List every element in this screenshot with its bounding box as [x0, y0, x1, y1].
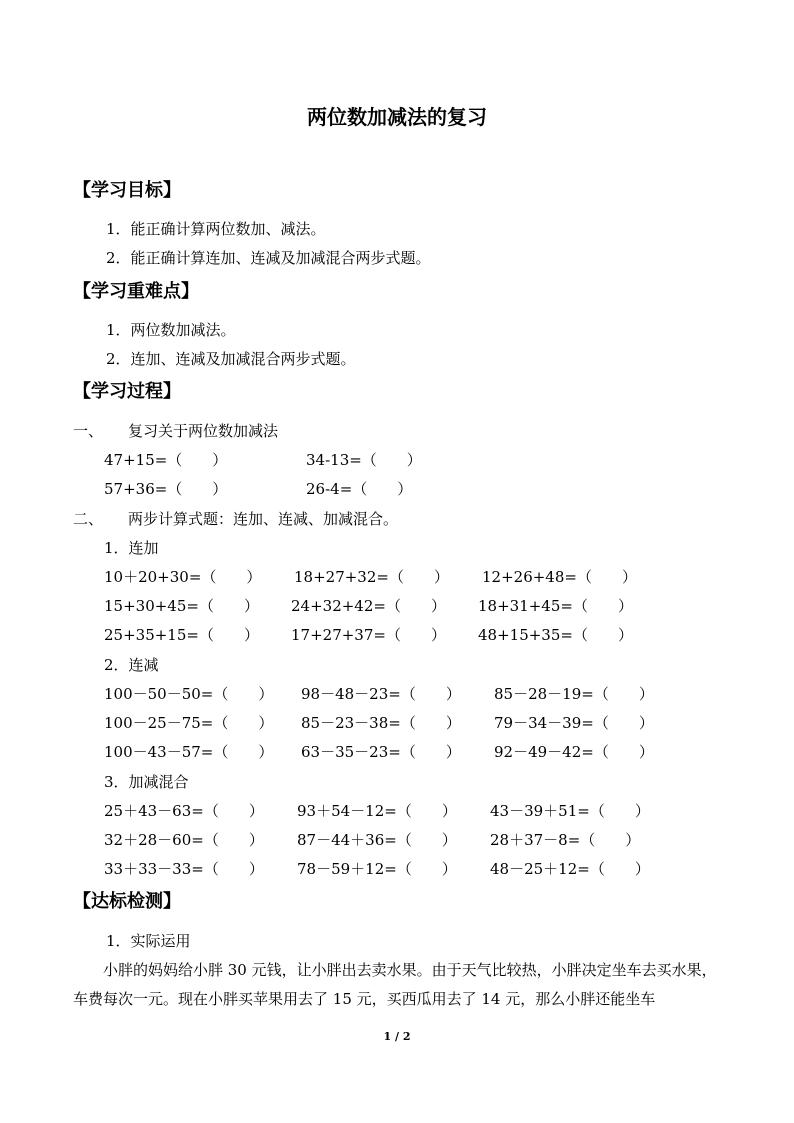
- goal-item: 1．能正确计算两位数加、减法。: [106, 220, 326, 238]
- exercise: 100－43－57=（ ）: [104, 743, 274, 761]
- part-title: 两步计算式题：连加、连减、加减混合。: [128, 510, 399, 528]
- page-number: 1 / 2: [383, 1030, 411, 1043]
- exercise: 85－23－38=（ ）: [301, 714, 461, 732]
- exercise: 48－25＋12=（ ）: [490, 860, 650, 878]
- exercise: 34-13=（ ）: [306, 451, 422, 469]
- section-heading-test: 【达标检测】: [73, 891, 181, 912]
- exercise: 26-4=（ ）: [306, 480, 413, 498]
- exercise: 93＋54－12=（ ）: [297, 802, 457, 820]
- subsection-label: 3．加减混合: [104, 773, 189, 791]
- section-heading-process: 【学习过程】: [73, 381, 181, 402]
- exercise: 98－48－23=（ ）: [301, 685, 461, 703]
- exercise: 79－34－39=（ ）: [494, 714, 654, 732]
- goal-item: 2．能正确计算连加、连减及加减混合两步式题。: [106, 249, 431, 267]
- subsection-label: 2．连减: [104, 656, 159, 674]
- exercise: 17+27+37=（ ）: [291, 626, 446, 644]
- part-number: 一、: [73, 422, 104, 440]
- exercise: 33＋33－33=（ ）: [104, 860, 264, 878]
- keypoint-item: 2．连加、连减及加减混合两步式题。: [106, 350, 356, 368]
- word-problem-paragraph: 小胖的妈妈给小胖 30 元钱，让小胖出去卖水果。由于天气比较热，小胖决定坐车去买水果，车费每次一元。现在小胖买苹果用去了 15 元，买西瓜用去了 14 元，那么小胖还能坐车: [73, 961, 717, 1008]
- exercise: 63－35－23=（ ）: [301, 743, 461, 761]
- exercise: 25+35+15=（ ）: [104, 626, 259, 644]
- exercise: 25＋43－63=（ ）: [104, 802, 264, 820]
- exercise: 12+26+48=（ ）: [482, 568, 637, 586]
- keypoint-item: 1．两位数加减法。: [106, 321, 236, 339]
- page-title: 两位数加减法的复习: [307, 105, 487, 129]
- exercise: 57+36=（ ）: [104, 480, 228, 498]
- exercise: 92－49－42=（ ）: [494, 743, 654, 761]
- exercise: 24+32+42=（ ）: [291, 597, 446, 615]
- exercise: 15+30+45=（ ）: [104, 597, 259, 615]
- exercise: 87－44＋36=（ ）: [297, 831, 457, 849]
- subsection-label: 1．实际运用: [106, 932, 191, 950]
- exercise: 48+15+35=（ ）: [478, 626, 633, 644]
- part-title: 复习关于两位数加减法: [128, 422, 279, 440]
- exercise: 10＋20+30=（ ）: [104, 568, 262, 586]
- exercise: 43－39＋51=（ ）: [490, 802, 650, 820]
- exercise: 78－59＋12=（ ）: [297, 860, 457, 878]
- exercise: 18+27+32=（ ）: [294, 568, 449, 586]
- exercise: 100－50－50=（ ）: [104, 685, 274, 703]
- exercise: 32＋28－60=（ ）: [104, 831, 264, 849]
- exercise: 85－28－19=（ ）: [494, 685, 654, 703]
- exercise: 18+31+45=（ ）: [478, 597, 633, 615]
- exercise: 28＋37－8=（ ）: [490, 831, 641, 849]
- exercise: 100－25－75=（ ）: [104, 714, 274, 732]
- section-heading-keypoints: 【学习重难点】: [73, 281, 199, 302]
- subsection-label: 1．连加: [104, 539, 159, 557]
- section-heading-goals: 【学习目标】: [73, 180, 181, 201]
- exercise: 47+15=（ ）: [104, 451, 228, 469]
- part-number: 二、: [73, 510, 104, 528]
